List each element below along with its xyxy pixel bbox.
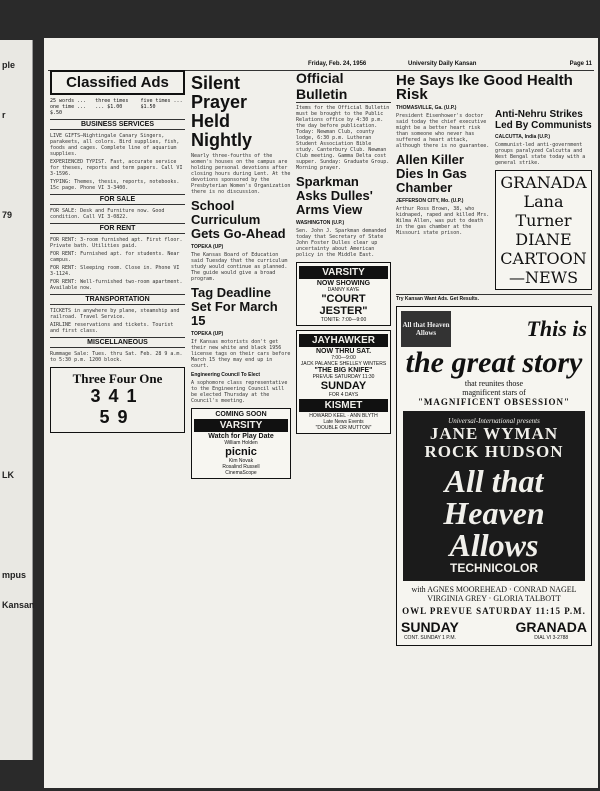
strip-text: mpus xyxy=(2,570,27,580)
headline: School Curriculum Gets Go-Ahead xyxy=(191,198,286,241)
classified-item: FOR RENT: 3-room furnished apt. First floor. Private bath. Utilities paid. xyxy=(50,237,183,249)
jayhawker-for4: FOR 4 DAYS xyxy=(328,392,359,398)
section-title: MISCELLANEOUS xyxy=(50,337,185,348)
section-title: FOR SALE xyxy=(50,194,185,205)
jayhawker-feature: KISMET xyxy=(299,399,388,412)
ad-line4: magnificent stars of xyxy=(462,388,526,397)
granada-title: DIANE xyxy=(515,230,572,249)
star-1: JANE WYMAN xyxy=(429,424,559,443)
classified-item: FOR RENT: Furnished apt. for students. Near campus. xyxy=(50,251,180,263)
byline: THOMASVILLE, Ga. (U.P.) xyxy=(396,105,457,111)
varsity-title: "COURT JESTER" xyxy=(319,293,368,317)
byline: TOPEKA (UP) xyxy=(191,331,224,337)
owl-prevue: OWL PREVUE SATURDAY 11:15 P.M. xyxy=(402,606,586,616)
ad-line1: This is xyxy=(526,316,587,341)
granada-theater: GRANADA xyxy=(500,173,587,192)
article-body: President Eisenhower's doctor said today the chief executive might be a better heart risk than someone who never has suffered a heart attack, although there is no guarantee. xyxy=(396,113,490,149)
cont-sunday: CONT. SUNDAY 1 P.M. xyxy=(403,635,456,641)
granada-dial: DIAL VI 3-2788 xyxy=(534,635,569,641)
section-title: FOR RENT xyxy=(50,223,185,234)
three-four-one-box xyxy=(50,367,185,433)
classified-item: FOR RENT: Well-furnished two-room apartment. Available now. xyxy=(50,279,183,291)
ad-line3: that reunites those xyxy=(464,379,524,388)
jayhawker-stars: JACK PALANCE SHELLEY WINTERS xyxy=(300,361,387,367)
jayhawker-cartoon: "DOUBLE OR MUTTON" xyxy=(315,425,372,431)
varsity-star: DANNY KAYE xyxy=(327,287,360,293)
header-page: Page 11 xyxy=(569,61,592,67)
article-body: Nearly three-fourths of the women's houses on the campus are holding personal devotions after closing hours during Lent. At the devotions sponsored by the Presbyterian Women's Organization there is no discussion. xyxy=(191,153,291,195)
box-title: Three Four One xyxy=(72,371,163,386)
jayhawker-title: "THE BIG KNIFE" xyxy=(314,367,373,374)
headline: Sparkman Asks Dulles' Arms View xyxy=(296,174,373,217)
star-2: ROCK HUDSON xyxy=(424,442,564,461)
granada-theater: GRANADA xyxy=(515,619,587,635)
classified-item: AIRLINE reservations and tickets. Tourist and first class. xyxy=(50,322,174,334)
varsity-showing: NOW SHOWING xyxy=(316,280,371,287)
classified-item: TICKETS in anywhere by plane, steamship and railroad. Travel Service. xyxy=(50,308,180,320)
cast-line-1: with AGNES MOOREHEAD · CONRAD NAGEL xyxy=(411,585,577,594)
granada-star: Lana Turner xyxy=(515,192,572,230)
jayhawker-theater: JAYHAWKER xyxy=(299,334,388,347)
strip-text: 79 xyxy=(2,210,13,220)
news-column-4 xyxy=(396,70,592,782)
ad-coming: COMING SOON xyxy=(215,411,267,418)
byline: TOPEKA (UP) xyxy=(191,244,224,250)
news-column-3 xyxy=(296,70,391,782)
classified-item: FOR RENT: Sleeping room. Close in. Phone VI 3-1124. xyxy=(50,265,180,277)
ad-star: William Holden xyxy=(224,440,258,446)
strip-text: r xyxy=(2,110,6,120)
ad-format: CinemaScope xyxy=(225,470,257,476)
granada-diane-ad xyxy=(495,170,592,290)
article-body: Communist-led anti-government groups paralyzed Calcutta and West Bengal state today with a general strike. xyxy=(495,142,586,166)
box-numbers: 341 xyxy=(90,386,145,406)
classified-item: FOR SALE: Desk and Furniture now. Good condition. Call VI 3-0822. xyxy=(50,208,165,220)
ad-star: Kim Novak xyxy=(228,458,254,464)
jayhawker-cast: HOWARD KEEL · ANN BLYTH xyxy=(309,413,378,419)
article-body: If Kansas motorists don't get their new white and black 1956 license tags on their cars before March 15 they may end up in court. xyxy=(191,339,291,369)
classified-banner: Classified Ads xyxy=(50,70,185,95)
article-body: Arthur Ross Brown, 38, who kidnaped, raped and killed Mrs. Wilma Allen, was put to death in the gas chamber at the Missouri state prison. xyxy=(396,206,490,236)
ad-tagline: Watch for Play Date xyxy=(208,433,274,440)
classified-item: LIVE GIFTS—Nightingale Canary Singers, parakeets, all colors. Bird supplies, fish, foods and cages. Complete line of aquarium supplies. xyxy=(50,133,180,157)
jayhawker-day: SUNDAY xyxy=(320,380,367,392)
jayhawker-ad xyxy=(296,330,391,434)
byline: CALCUTTA, India (U.P.) xyxy=(495,134,551,140)
ad-theater: VARSITY xyxy=(194,419,288,432)
granada-extra: CARTOON—NEWS xyxy=(500,249,587,287)
jayhawker-late: Late News Events xyxy=(323,419,364,425)
news-column-2 xyxy=(191,70,291,782)
article-body: A sophomore class representative to the Engineering Council will be elected Thursday at the Council's meeting. xyxy=(191,380,288,404)
varsity-theater: VARSITY xyxy=(299,266,388,279)
byline: WASHINGTON (U.P.) xyxy=(296,220,345,226)
section-title: TRANSPORTATION xyxy=(50,294,185,305)
bulletin-body: Items for the Official Bulletin must be brought to the Public Relations office by 4:30 p.m. the day before publication. Today: Newman Club, county lodge, 6:30 p.m. Lutheran Student Association Bible study. Canterbury Club. Newman Club meeting. Gamma Delta cost supper. Sunday: Graduate Group. Morning prayer. xyxy=(296,105,390,171)
strip-text: ple xyxy=(2,60,16,70)
ad-title: picnic xyxy=(225,446,257,458)
jayhawker-dates: NOW THRU SAT. xyxy=(315,348,372,355)
movie-poster xyxy=(403,411,585,581)
headline: Engineering Council To Elect xyxy=(191,372,261,378)
ad-banner: All that Heaven Allows xyxy=(401,311,451,347)
classified-column xyxy=(50,70,185,782)
strip-text: Kansan xyxy=(2,600,35,610)
ad-line5: "MAGNIFICENT OBSESSION" xyxy=(417,397,571,407)
rate: five times ... $1.50 xyxy=(140,98,183,110)
varsity-ad xyxy=(296,262,391,326)
classified-item: Rummage Sale: Tues. thru Sat. Feb. 28 9 a.m. to 5:30 p.m. 1200 block. xyxy=(50,351,183,363)
ad-star: Rosalind Russell xyxy=(222,464,260,470)
all-that-heaven-allows-ad xyxy=(396,306,592,646)
headline: Tag Deadline Set For March 15 xyxy=(191,285,278,328)
varsity-extra: TONITE: 7:00—9:00 xyxy=(320,317,367,323)
jayhawker-times: 7:00—9:00 xyxy=(331,355,356,361)
headline: Anti-Nehru Strikes Led By Communists xyxy=(495,109,592,131)
ad-line2: the great story xyxy=(405,346,583,379)
rate: 25 words ... one time ... $.50 xyxy=(50,98,87,116)
cast-line-2: VIRGINIA GREY · GLORIA TALBOTT xyxy=(427,594,561,603)
headline: Allen Killer Dies In Gas Chamber xyxy=(396,152,467,195)
headline: Silent Prayer Held Nightly xyxy=(191,73,252,150)
box-extra: 59 xyxy=(99,407,136,427)
movie-title: All that Heaven Allows xyxy=(443,463,545,563)
byline: JEFFERSON CITY, Mo. (U.P.) xyxy=(396,198,464,204)
strip-text: LK xyxy=(2,470,14,480)
section-title: BUSINESS SERVICES xyxy=(50,119,185,130)
classified-rates xyxy=(50,98,185,116)
try-ads: Try Kansan Want Ads. Get Results. xyxy=(396,294,592,302)
rate: three times ... $1.00 xyxy=(95,98,129,110)
article-body: The Kansas Board of Education said Tuesday that the curriculum study would continue as planned. The guide would give a broad program. xyxy=(191,252,288,282)
sunday: SUNDAY xyxy=(401,619,459,635)
newspaper-page xyxy=(44,38,598,788)
jayhawker-preview: PREVUE SATURDAY 11:30 xyxy=(312,374,375,380)
header-date: Friday, Feb. 24, 1956 xyxy=(308,61,367,67)
article-body: Sen. John J. Sparkman demanded today that Secretary of State John Foster Dulles clear up uncertainty about American policy in the Middle East. xyxy=(296,228,387,258)
studio: Universal-International presents xyxy=(448,417,540,425)
classified-item: TYPING: Themes, thesis, reports, notebooks. 15c page. Phone VI 3-3400. xyxy=(50,179,180,191)
bulletin-title: Official Bulletin xyxy=(296,70,391,103)
picnic-ad xyxy=(191,408,291,479)
technicolor: TECHNICOLOR xyxy=(450,561,538,575)
header-paper: University Daily Kansan xyxy=(408,61,477,67)
headline: He Says Ike Good Health Risk xyxy=(396,72,573,103)
classified-item: EXPERIENCED TYPIST. Fast, accurate service for theses, reports and term papers. Call VI 3-1596. xyxy=(50,159,183,177)
adjacent-page-strip xyxy=(0,40,33,760)
